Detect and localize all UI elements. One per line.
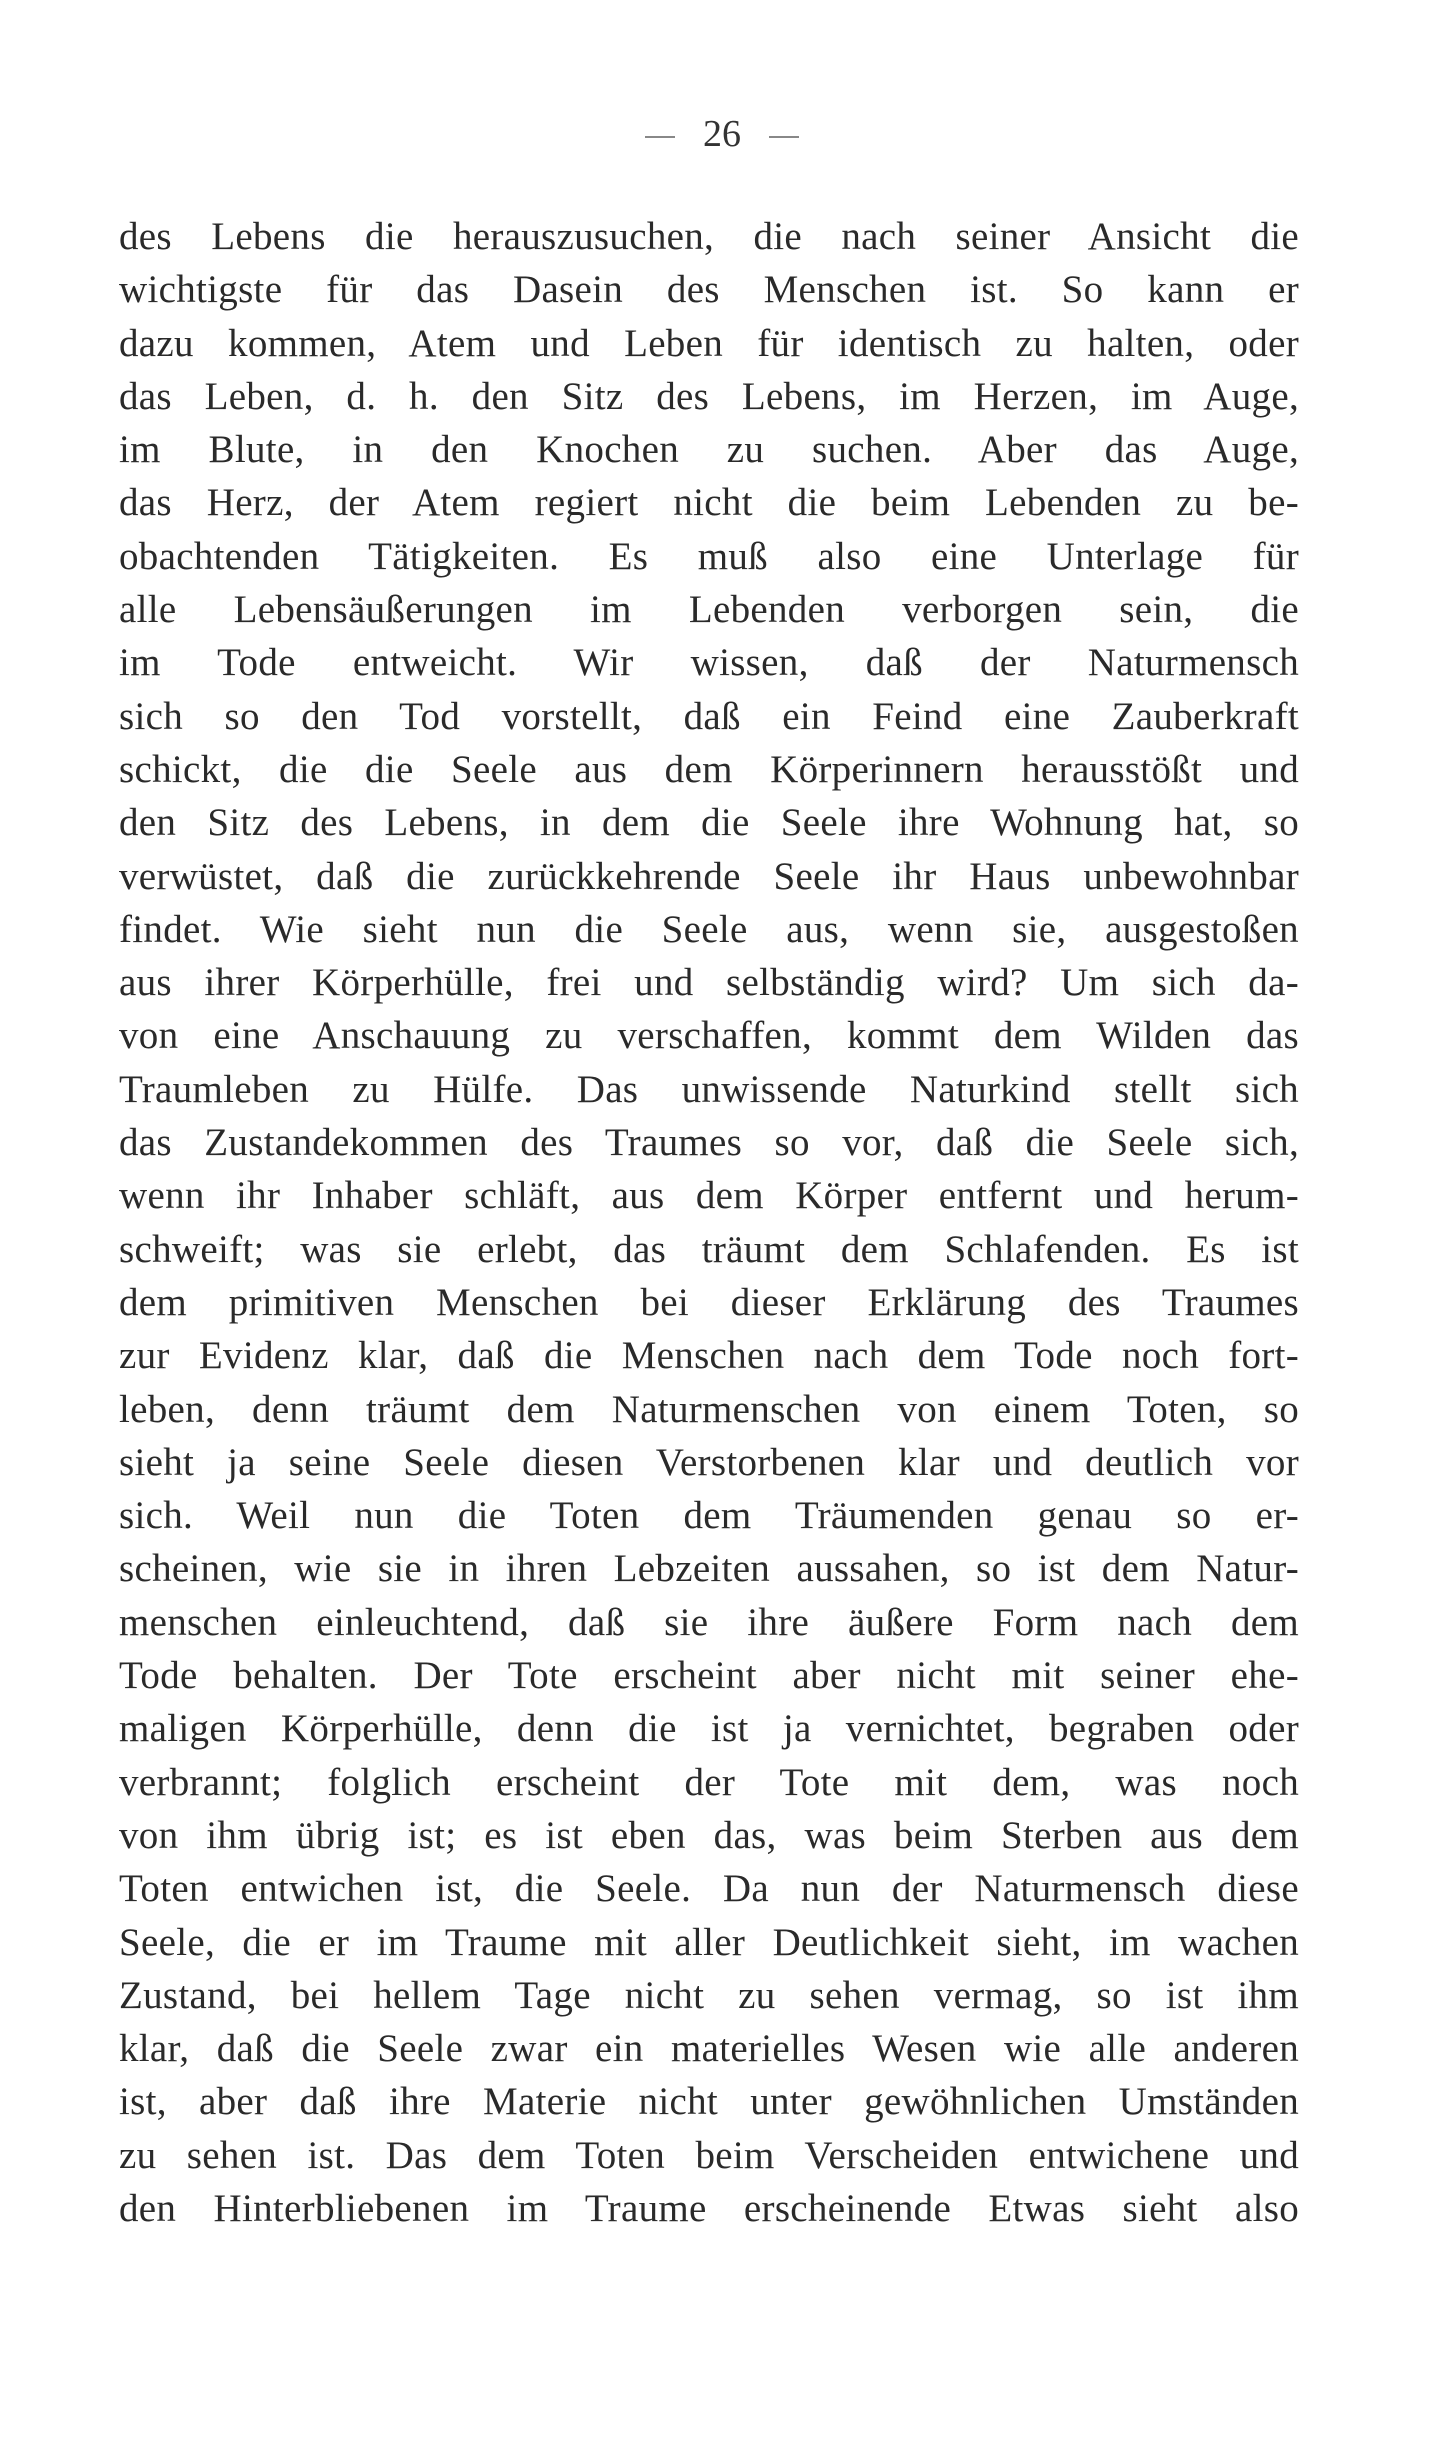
text-line: Toten entwichen ist, die Seele. Da nun der Naturmensch diese — [119, 1867, 1299, 1911]
text-line: verwüstet, daß die zurückkehrende Seele ihr Haus unbewohnbar — [119, 854, 1299, 898]
text-line: scheinen, wie sie in ihren Lebzeiten aussahen, so ist dem Natur- — [119, 1547, 1299, 1591]
page-number: 26 — [703, 113, 741, 155]
text-line: sich. Weil nun die Toten dem Träumenden genau so er- — [119, 1494, 1299, 1538]
text-line: das Leben, d. h. den Sitz des Lebens, im Herzen, im Auge, — [119, 374, 1299, 418]
text-line: sich so den Tod vorstellt, daß ein Feind eine Zauberkraft — [119, 694, 1299, 738]
text-line: dazu kommen, Atem und Leben für identisch zu halten, oder — [119, 321, 1299, 365]
text-line: Traumleben zu Hülfe. Das unwissende Naturkind stellt sich — [119, 1067, 1299, 1111]
text-line: von ihm übrig ist; es ist eben das, was beim Sterben aus dem — [119, 1813, 1299, 1857]
text-line: obachtenden Tätigkeiten. Es muß also eine Unterlage für — [119, 534, 1299, 578]
text-line: wenn ihr Inhaber schläft, aus dem Körper entfernt und herum- — [119, 1174, 1299, 1218]
page-number-header — [0, 112, 1444, 156]
text-line: findet. Wie sieht nun die Seele aus, wenn sie, ausgestoßen — [119, 907, 1299, 951]
text-line: maligen Körperhülle, denn die ist ja vernichtet, begraben oder — [119, 1707, 1299, 1751]
text-line: aus ihrer Körperhülle, frei und selbständig wird? Um sich da- — [119, 961, 1299, 1005]
text-line: im Blute, in den Knochen zu suchen. Aber das Auge, — [119, 428, 1299, 472]
text-line: das Zustandekommen des Traumes so vor, daß die Seele sich, — [119, 1121, 1299, 1165]
text-line: des Lebens die herauszusuchen, die nach seiner Ansicht die — [119, 215, 1299, 258]
text-line: zu sehen ist. Das dem Toten beim Verscheiden entwichene und — [119, 2133, 1299, 2177]
text-line: Zustand, bei hellem Tage nicht zu sehen vermag, so ist ihm — [119, 1973, 1299, 2017]
text-line: sieht ja seine Seele diesen Verstorbenen klar und deutlich vor — [119, 1440, 1299, 1484]
text-line: von eine Anschauung zu verschaffen, kommt dem Wilden das — [119, 1014, 1299, 1058]
text-line: dem primitiven Menschen bei dieser Erklärung des Traumes — [119, 1280, 1299, 1324]
text-line: ist, aber daß ihre Materie nicht unter gewöhnlichen Umständen — [119, 2080, 1299, 2124]
decorative-dash-left — [645, 136, 675, 138]
text-line: wichtigste für das Dasein des Menschen ist. So kann er — [119, 268, 1299, 312]
text-line: den Sitz des Lebens, in dem die Seele ihre Wohnung hat, so — [119, 801, 1299, 845]
text-line: den Hinterbliebenen im Traume erscheinende Etwas sieht also — [119, 2186, 1299, 2230]
text-line: leben, denn träumt dem Naturmenschen von einem Toten, so — [119, 1387, 1299, 1431]
text-line: das Herz, der Atem regiert nicht die beim Lebenden zu be- — [119, 481, 1299, 525]
text-line: schweift; was sie erlebt, das träumt dem Schlafenden. Es ist — [119, 1227, 1299, 1271]
text-line: alle Lebensäußerungen im Lebenden verborgen sein, die — [119, 588, 1299, 632]
text-line: Tode behalten. Der Tote erscheint aber nicht mit seiner ehe- — [119, 1654, 1299, 1698]
text-line: menschen einleuchtend, daß sie ihre äußere Form nach dem — [119, 1600, 1299, 1644]
text-line: verbrannt; folglich erscheint der Tote mit dem, was noch — [119, 1760, 1299, 1804]
decorative-dash-right — [769, 136, 799, 138]
text-line: zur Evidenz klar, daß die Menschen nach dem Tode noch fort- — [119, 1334, 1299, 1378]
text-line: im Tode entweicht. Wir wissen, daß der Naturmensch — [119, 641, 1299, 685]
text-line: Seele, die er im Traume mit aller Deutlichkeit sieht, im wachen — [119, 1920, 1299, 1964]
text-line: schickt, die die Seele aus dem Körperinnern herausstößt und — [119, 747, 1299, 791]
body-text — [119, 210, 1299, 2235]
text-line: klar, daß die Seele zwar ein materielles Wesen wie alle anderen — [119, 2027, 1299, 2071]
